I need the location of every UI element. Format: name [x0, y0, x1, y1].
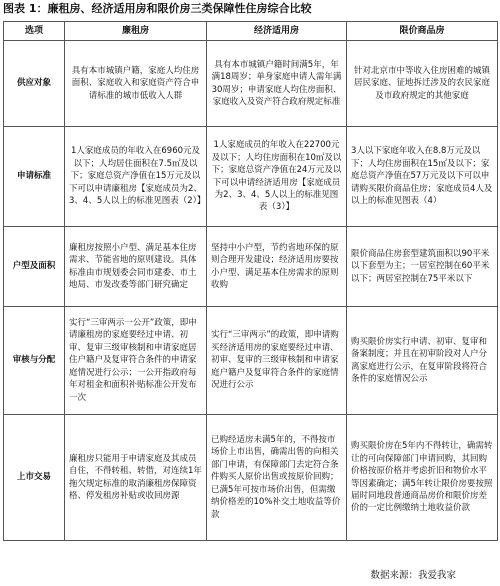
cell-low-rent: 具有本市城镇户籍，家庭人均住房面积、家庭收入和家庭资产符合申请标准的城市低收入人群: [65, 41, 207, 127]
cell-price-limited: 购买限价房在5年内不得转让，确需转让的可向保障部门申请回购，其回购价格按原价格并考虑折旧和物价水平等因素确定；满5年转让限价房要按照届时同地段普通商品房价和限价房差价的一定比例缴纳土地收益价款: [347, 415, 498, 541]
cell-price-limited: 限价商品住房套型建筑面积以90平米以下套型为主；一居室控制在60平米以下；两居室控制在75平米以下: [347, 227, 498, 307]
table-row-application-criteria: [4, 127, 498, 227]
cell-low-rent: 廉租房只能用于申请家庭及其成员自住，不得转租、转借，对连续1年拖欠规定标准的取消廉租房保障资格、停发租房补贴或收回房源: [65, 415, 207, 541]
cell-price-limited: 针对北京市中等收入住房困难的城镇居民家庭、征地拆迁涉及的农民家庭及市政府规定的其他家庭: [347, 41, 498, 127]
figure-title: 图表 1：廉租房、经济适用房和限价房三类保障性住房综合比较: [3, 2, 312, 15]
header-low-rent: 廉租房: [65, 22, 207, 41]
cell-affordable: 实行“三审两示”的政策，即申请购买经济适用房的家庭要经过申请、初审、复审的三级审核制和申请家庭户籍户及复审符合条件的家庭情况进行公示: [207, 307, 347, 415]
table-row-unit-type-area: [4, 227, 498, 307]
cell-affordable: 已购经适房未满5年的，不得按市场价上市出售，确需出售的向相关部门申请，有保障部门去定符合条件购买人原价出售或按原价回购；已满5年可按市场价出售，但需缴纳价格差的10%补交土地收益等价款: [207, 415, 347, 541]
row-label: 户型及面积: [4, 227, 65, 307]
cell-affordable: 1人家庭成员的年收入在22700元及以下；人均住房面积在10㎡及以下；家庭总资产净值在24万元及以下可以申请经济适用房【家庭成员为2、3、4、5人以上的标准见图表（3）】: [207, 127, 347, 227]
cell-low-rent: 廉租房按照小户型、满足基本住房需求、节能省地的原则建设。具体标准由市规划委会同市建委、市土地局、市发改委等部门研究确定: [65, 227, 207, 307]
cell-low-rent: 1人家庭成员的年收入在6960元及以下；人均居住面积在7.5㎡及以下；家庭总资产净值在15万元及以下可以申请廉租房【家庭成员为2、3、4、5人以上的标准见图表（2）】: [65, 127, 207, 227]
comparison-table: [3, 21, 498, 541]
cell-price-limited: 3人以下家庭年收入在8.8万元及以下；人均住房面积在15㎡及以下；家庭总资产净值在57万元及以下可以申请购买限价商品住房；家庭成员4人及以上的标准见图表（4）: [347, 127, 498, 227]
table-row-supply-target: [4, 41, 498, 127]
table-header-row: [4, 22, 498, 41]
table-row-review-allocation: [4, 307, 498, 415]
header-option: 选项: [4, 22, 65, 41]
header-affordable: 经济适用房: [207, 22, 347, 41]
row-label: 申请标准: [4, 127, 65, 227]
row-label: 审核与分配: [4, 307, 65, 415]
cell-low-rent: 实行“三审两示一公开”政策，即申请廉租房的家庭要经过申请、初审、复审三级审核制和申请家庭居住户籍户及复审符合条件的申请家庭情况进行公示；一公开指政府每年对租金和面积补贴标准公开发布一次: [65, 307, 207, 415]
header-price-limited: 限价商品房: [347, 22, 498, 41]
data-source-note: 数据来源：我爱我家: [370, 570, 456, 581]
cell-affordable: 坚持中小户型，节约省地环保的原则合理开发建设；经济适用房要按小户型、满足基本住房需求的原则收购: [207, 227, 347, 307]
cell-price-limited: 购买限价房实行申请、初审、复审和备案制度；并且在初审阶段对人户分离家庭进行公示，在复审阶段将符合条件的家庭情况公示: [347, 307, 498, 415]
table-row-market-trading: [4, 415, 498, 541]
cell-affordable: 具有本市城镇户籍时间满5年，年满18周岁；单身家庭申请人需年满30周岁；申请家庭人均住房面积、家庭收入及资产符合政府规定标准: [207, 41, 347, 127]
row-label: 供应对象: [4, 41, 65, 127]
row-label: 上市交易: [4, 415, 65, 541]
